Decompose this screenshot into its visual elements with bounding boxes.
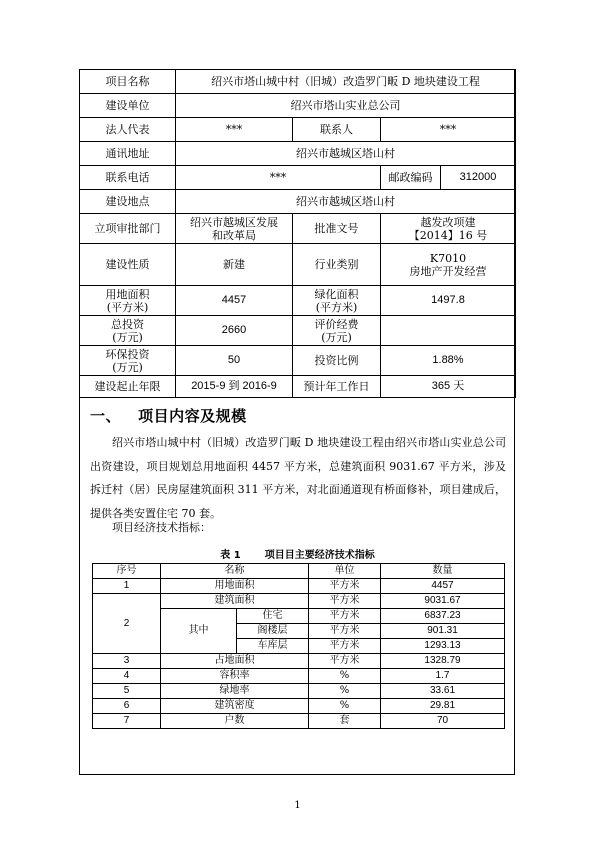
workdays-value: 365 天 bbox=[381, 376, 516, 398]
project-description: 绍兴市塔山城中村（旧城）改造罗门畈 D 地块建设工程由绍兴市塔山实业总公司出资建设，项目规划总用地面积 4457 平方米，总建筑面积 9031.67 平方米，涉及拆迁村（居）民房屋建筑面积 311 平方米，对北面通道现有桥面修补，项目建成后，提供各类安置住宅 70 套。 bbox=[90, 436, 506, 520]
eval-fee-label-line2: (万元) bbox=[321, 330, 352, 344]
subrow-name: 住宅 bbox=[237, 609, 309, 624]
row-total-invest bbox=[80, 316, 516, 346]
phone-label: 联系电话 bbox=[80, 166, 176, 190]
row-project-name bbox=[80, 70, 516, 94]
project-name-value: 绍兴市塔山城中村（旧城）改造罗门畈 D 地块建设工程 bbox=[176, 70, 516, 94]
green-area-value: 1497.8 bbox=[381, 286, 516, 316]
subrow-unit: 平方米 bbox=[309, 609, 381, 624]
tech-indicator-table bbox=[92, 563, 505, 729]
row-builder bbox=[80, 94, 516, 118]
row-qty: 29.81 bbox=[381, 699, 505, 714]
approval-dept-line1: 绍兴市越城区发展 bbox=[190, 215, 278, 229]
row-env-invest bbox=[80, 346, 516, 376]
industry-label: 行业类别 bbox=[293, 244, 381, 286]
env-invest-label bbox=[80, 346, 176, 376]
land-area-label-line2: (平方米) bbox=[106, 300, 149, 314]
total-invest-label-line1: 总投资 bbox=[111, 317, 144, 331]
row-no: 3 bbox=[93, 654, 161, 669]
table-row bbox=[93, 699, 505, 714]
land-area-label-line1: 用地面积 bbox=[105, 287, 150, 301]
subrow-name: 车库层 bbox=[237, 639, 309, 654]
green-area-label bbox=[293, 286, 381, 316]
row-site bbox=[80, 190, 516, 214]
row-qty: 70 bbox=[381, 714, 505, 729]
row-name: 用地面积 bbox=[161, 579, 309, 594]
header-no: 序号 bbox=[93, 564, 161, 579]
subrow-name: 阁楼层 bbox=[237, 624, 309, 639]
row-period bbox=[80, 376, 516, 398]
postcode-label: 邮政编码 bbox=[381, 166, 441, 190]
land-area-value: 4457 bbox=[176, 286, 293, 316]
row-no: 1 bbox=[93, 579, 161, 594]
subrow-unit: 平方米 bbox=[309, 639, 381, 654]
nature-value: 新建 bbox=[176, 244, 293, 286]
row-legal-rep bbox=[80, 118, 516, 142]
total-invest-label bbox=[80, 316, 176, 346]
industry-name: 房地产开发经营 bbox=[409, 264, 487, 278]
approval-dept-label: 立项审批部门 bbox=[80, 214, 176, 244]
group-label: 其中 bbox=[161, 609, 237, 654]
address-label: 通讯地址 bbox=[80, 142, 176, 166]
eval-fee-label bbox=[293, 316, 381, 346]
env-invest-value: 50 bbox=[176, 346, 293, 376]
header-name: 名称 bbox=[161, 564, 309, 579]
subrow-unit: 平方米 bbox=[309, 624, 381, 639]
green-area-label-line2: (平方米) bbox=[315, 300, 358, 314]
contact-value: *** bbox=[381, 118, 516, 142]
row-no: 2 bbox=[93, 594, 161, 654]
subrow-qty: 901.31 bbox=[381, 624, 505, 639]
period-label: 建设起止年限 bbox=[80, 376, 176, 398]
table-caption bbox=[0, 546, 595, 561]
header-unit: 单位 bbox=[309, 564, 381, 579]
total-invest-value: 2660 bbox=[176, 316, 293, 346]
row-name: 建筑密度 bbox=[161, 699, 309, 714]
approval-dept-line2: 和改革局 bbox=[212, 228, 256, 242]
table-caption-number: 表 1 bbox=[220, 550, 241, 561]
subrow-qty: 1293.13 bbox=[381, 639, 505, 654]
phone-value: *** bbox=[176, 166, 381, 190]
env-invest-label-line2: (万元) bbox=[112, 360, 143, 374]
invest-ratio-label: 投资比例 bbox=[293, 346, 381, 376]
page-number: 1 bbox=[294, 800, 301, 811]
row-unit: % bbox=[309, 699, 381, 714]
indicators-intro: 项目经济技术指标： bbox=[112, 521, 211, 534]
table-row bbox=[93, 714, 505, 729]
table-row bbox=[93, 579, 505, 594]
legal-rep-value: *** bbox=[176, 118, 293, 142]
address-value: 绍兴市越城区塔山村 bbox=[176, 142, 516, 166]
approval-dept-value bbox=[176, 214, 293, 244]
row-phone bbox=[80, 166, 516, 190]
table-header-row bbox=[93, 564, 505, 579]
row-name: 建筑面积 bbox=[161, 594, 309, 609]
table-row bbox=[93, 669, 505, 684]
approval-no-line2: 【2014】16 号 bbox=[408, 228, 488, 242]
row-no: 6 bbox=[93, 699, 161, 714]
approval-no-line1: 越发改项建 bbox=[420, 215, 476, 229]
legal-rep-label: 法人代表 bbox=[80, 118, 176, 142]
table-caption-title: 项目目主要经济技术指标 bbox=[264, 550, 375, 561]
row-no: 5 bbox=[93, 684, 161, 699]
row-address bbox=[80, 142, 516, 166]
builder-value: 绍兴市塔山实业总公司 bbox=[176, 94, 516, 118]
row-qty: 1328.79 bbox=[381, 654, 505, 669]
nature-label: 建设性质 bbox=[80, 244, 176, 286]
project-info-table bbox=[79, 69, 516, 398]
industry-value bbox=[381, 244, 516, 286]
row-qty: 9031.67 bbox=[381, 594, 505, 609]
row-land-area bbox=[80, 286, 516, 316]
contact-label: 联系人 bbox=[293, 118, 381, 142]
eval-fee-value bbox=[381, 316, 516, 346]
row-name: 占地面积 bbox=[161, 654, 309, 669]
builder-label: 建设单位 bbox=[80, 94, 176, 118]
eval-fee-label-line1: 评价经费 bbox=[314, 317, 359, 331]
env-invest-label-line1: 环保投资 bbox=[105, 347, 150, 361]
table-row bbox=[93, 684, 505, 699]
subrow-qty: 6837.23 bbox=[381, 609, 505, 624]
site-value: 绍兴市越城区塔山村 bbox=[176, 190, 516, 214]
row-unit: 套 bbox=[309, 714, 381, 729]
row-unit: 平方米 bbox=[309, 654, 381, 669]
site-label: 建设地点 bbox=[80, 190, 176, 214]
table-row bbox=[93, 654, 505, 669]
header-qty: 数量 bbox=[381, 564, 505, 579]
row-approval bbox=[80, 214, 516, 244]
industry-code: K7010 bbox=[429, 251, 467, 265]
row-qty: 1.7 bbox=[381, 669, 505, 684]
table-row bbox=[93, 594, 505, 609]
row-qty: 4457 bbox=[381, 579, 505, 594]
row-qty: 33.61 bbox=[381, 684, 505, 699]
row-unit: % bbox=[309, 669, 381, 684]
row-name: 容积率 bbox=[161, 669, 309, 684]
total-invest-label-line2: (万元) bbox=[112, 330, 143, 344]
land-area-label bbox=[80, 286, 176, 316]
postcode-value: 312000 bbox=[441, 166, 516, 190]
approval-no-value bbox=[381, 214, 516, 244]
section-heading: 一、 项目内容及规模 bbox=[90, 407, 247, 425]
row-unit: % bbox=[309, 684, 381, 699]
row-name: 绿地率 bbox=[161, 684, 309, 699]
period-value: 2015-9 到 2016-9 bbox=[176, 376, 293, 398]
row-name: 户数 bbox=[161, 714, 309, 729]
row-no: 7 bbox=[93, 714, 161, 729]
invest-ratio-value: 1.88% bbox=[381, 346, 516, 376]
project-name-label: 项目名称 bbox=[80, 70, 176, 94]
green-area-label-line1: 绿化面积 bbox=[314, 287, 359, 301]
row-no: 4 bbox=[93, 669, 161, 684]
row-nature bbox=[80, 244, 516, 286]
row-unit: 平方米 bbox=[309, 594, 381, 609]
row-unit: 平方米 bbox=[309, 579, 381, 594]
workdays-label: 预计年工作日 bbox=[293, 376, 381, 398]
approval-no-label: 批准文号 bbox=[293, 214, 381, 244]
